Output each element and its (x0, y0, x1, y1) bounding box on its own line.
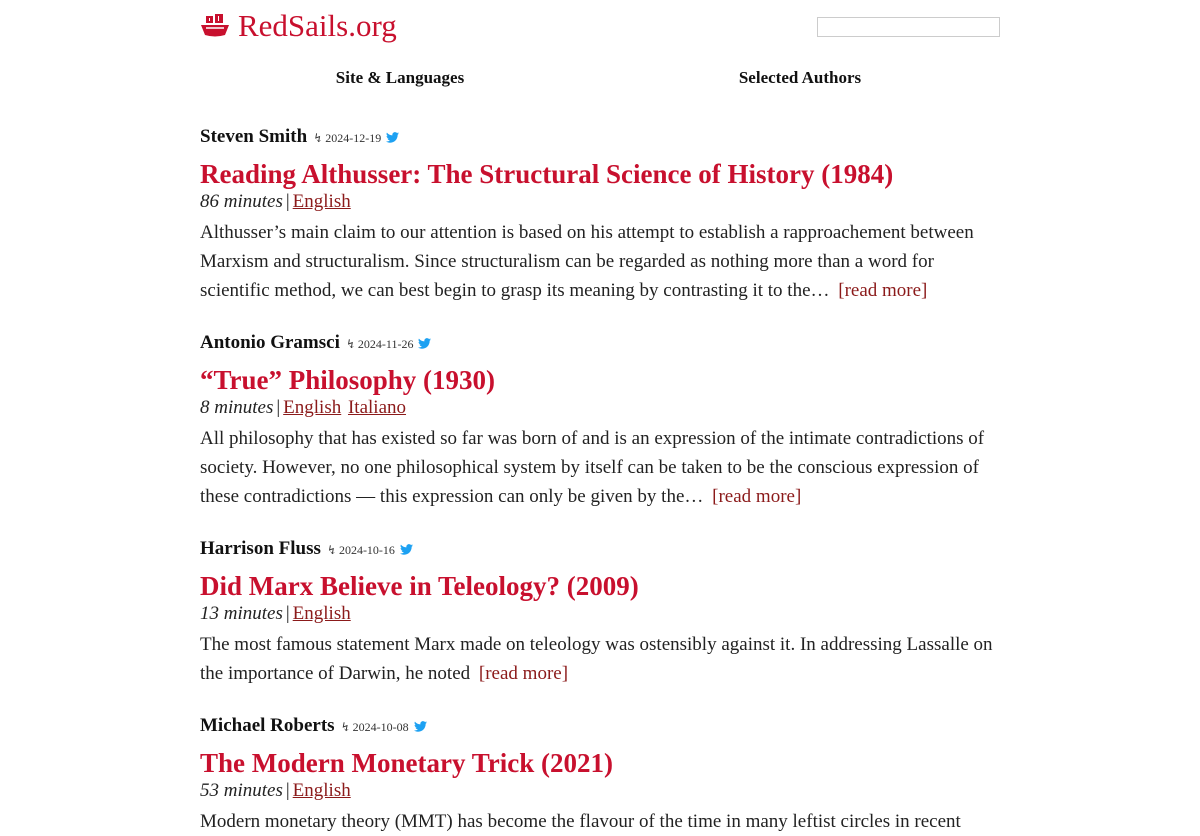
date-symbol: ↯ (340, 720, 351, 734)
post-excerpt (200, 424, 1000, 511)
post-title-link[interactable]: “True” Philosophy (1930) (200, 365, 496, 395)
read-more-link[interactable]: [read more] (838, 280, 928, 301)
post-date-value: 2024-12-19 (325, 131, 382, 145)
post-title-link[interactable]: Did Marx Believe in Teleology? (2009) (200, 571, 639, 601)
twitter-icon[interactable] (418, 338, 431, 349)
excerpt-text: Althusser’s main claim to our attention is based on his attempt to establish a rapproachement between Marxism and structuralism. Since structuralism can be regarded as nothing more than a word for scientific method, we can best begin to grasp its meaning by contrasting it to the… (200, 222, 974, 301)
reading-time: 13 minutes (200, 603, 283, 624)
post-date (341, 720, 409, 735)
post-author[interactable]: Michael Roberts (200, 715, 335, 736)
date-symbol: ↯ (313, 131, 324, 145)
excerpt-text: All philosophy that has existed so far was born of and is an expression of the intimate contradictions of society. However, no one philosophical system by itself can be taken to be the conscious expression of these contradictions — this expression can only be given by the… (200, 428, 985, 507)
post-date (327, 543, 395, 558)
twitter-icon[interactable] (414, 721, 427, 732)
twitter-icon[interactable] (386, 132, 399, 143)
nav-site-languages[interactable]: Site & Languages (335, 68, 465, 87)
ship-icon (200, 13, 230, 39)
post-item (200, 715, 1000, 836)
info-separator: | (285, 191, 290, 212)
post-excerpt (200, 807, 1000, 836)
post-item (200, 538, 1000, 688)
nav-selected-authors[interactable]: Selected Authors (738, 68, 862, 87)
date-symbol: ↯ (326, 543, 337, 557)
reading-time: 86 minutes (200, 191, 283, 212)
post-date-value: 2024-10-16 (338, 543, 395, 557)
twitter-icon[interactable] (400, 544, 413, 555)
post-meta (200, 126, 1000, 148)
reading-time: 8 minutes (200, 397, 274, 418)
excerpt-text: Modern monetary theory (MMT) has become the flavour of the time in many leftist circles in recent (200, 811, 961, 832)
main-nav (200, 56, 1000, 106)
post-item (200, 126, 1000, 305)
post-info (200, 778, 1000, 804)
read-more-link[interactable]: [read more] (712, 486, 802, 507)
post-author[interactable]: Harrison Fluss (200, 538, 321, 559)
post-info (200, 601, 1000, 627)
reading-time: 53 minutes (200, 780, 283, 801)
site-logo-link[interactable] (200, 8, 397, 44)
post-title-link[interactable]: Reading Althusser: The Structural Science of History (1984) (200, 159, 894, 189)
info-separator: | (285, 780, 290, 801)
post-info (200, 189, 1000, 215)
read-more-link[interactable]: [read more] (478, 663, 569, 684)
post-excerpt (200, 218, 1000, 305)
post-date (346, 337, 414, 352)
info-separator: | (276, 397, 281, 418)
post-excerpt (200, 630, 1000, 688)
date-symbol: ↯ (345, 337, 356, 351)
info-separator: | (285, 603, 290, 624)
post-meta (200, 715, 1000, 737)
search-input[interactable] (817, 17, 1000, 37)
post-meta (200, 332, 1000, 354)
post-meta (200, 538, 1000, 560)
post-date-value: 2024-11-26 (357, 337, 414, 351)
post-info (200, 395, 1000, 421)
page (200, 0, 1000, 836)
post-date (313, 131, 381, 146)
post-item (200, 332, 1000, 511)
language-link-italiano[interactable]: Italiano (347, 397, 407, 418)
language-link-english[interactable]: English (292, 603, 351, 624)
header (200, 0, 1000, 56)
post-author[interactable]: Steven Smith (200, 126, 308, 147)
post-list (200, 126, 1000, 836)
language-link-english[interactable]: English (283, 397, 342, 418)
post-title-link[interactable]: The Modern Monetary Trick (2021) (200, 748, 613, 778)
language-link-english[interactable]: English (292, 780, 351, 801)
language-link-english[interactable]: English (292, 191, 351, 212)
post-date-value: 2024-10-08 (352, 720, 409, 734)
post-author[interactable]: Antonio Gramsci (200, 332, 340, 353)
site-title: RedSails.org (238, 8, 397, 43)
excerpt-text: The most famous statement Marx made on teleology was ostensibly against it. In addressing Lassalle on the importance of Darwin, he noted (200, 634, 993, 684)
